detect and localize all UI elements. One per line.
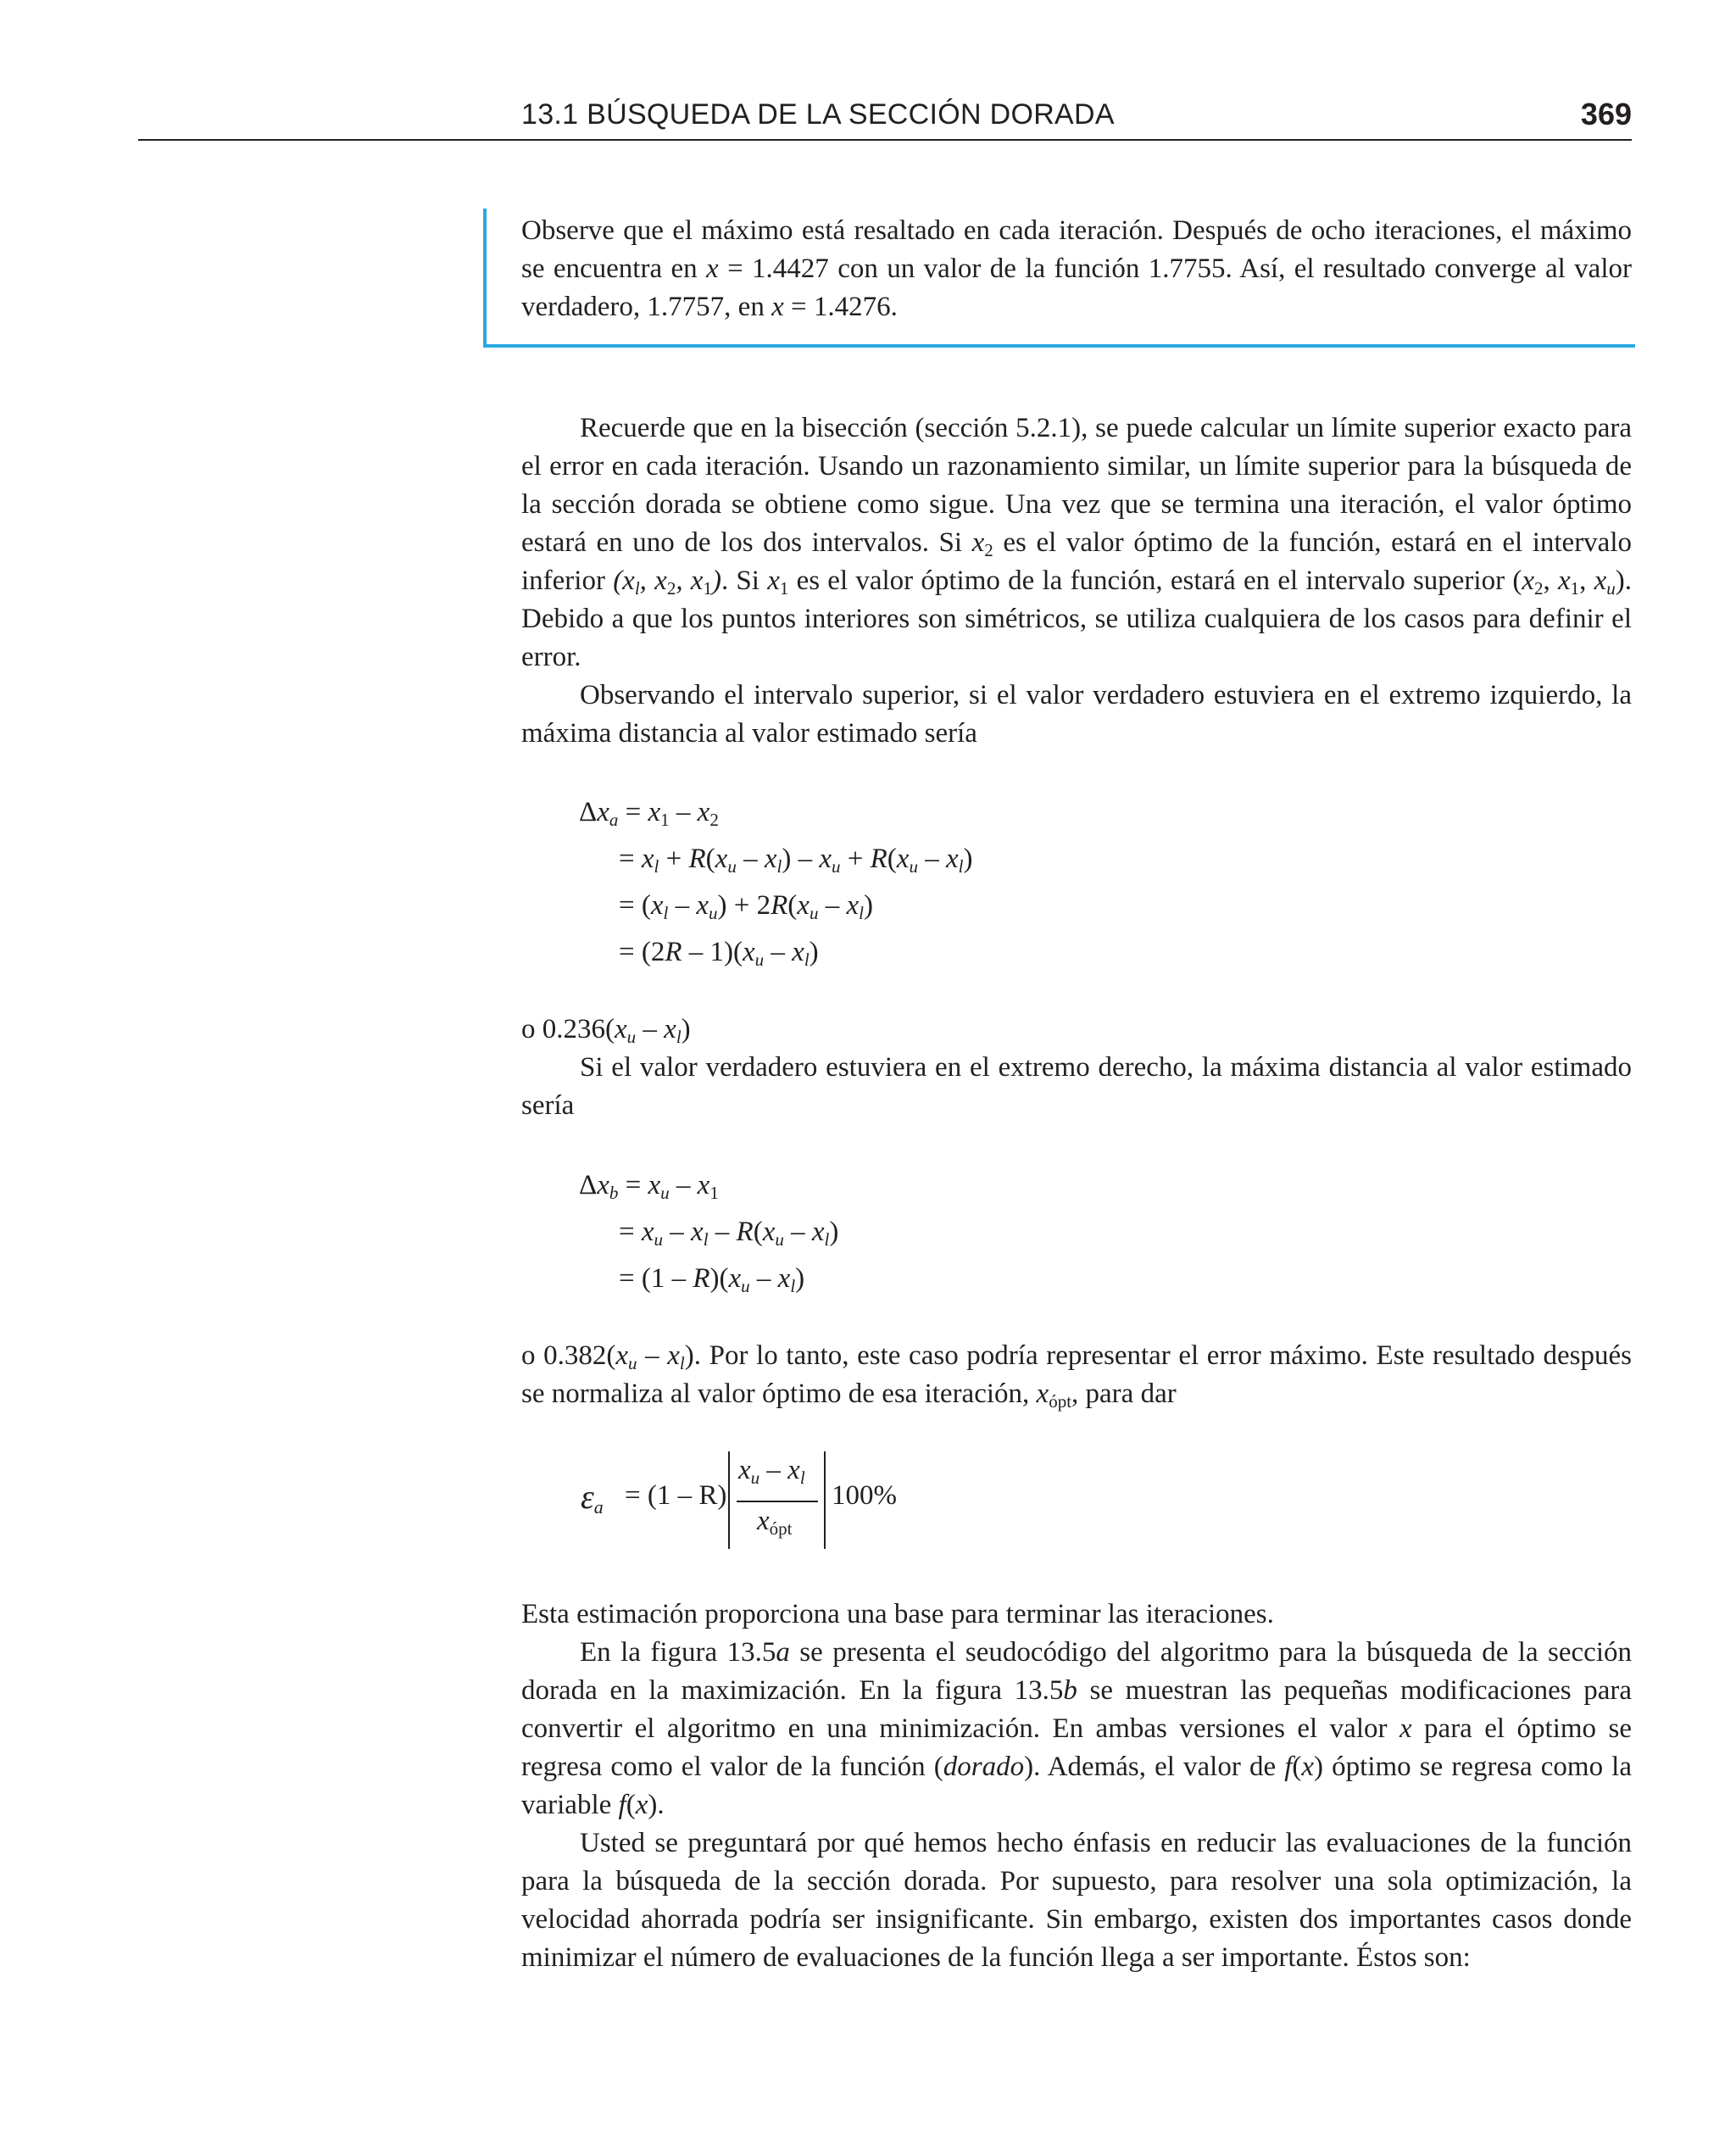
example-box — [483, 209, 1635, 348]
equation-delta-xa-4: = $(2R - 1)(x_u - x_l)$ — [619, 937, 819, 970]
equation-delta-xa-3: = $(x_l - x_u) + 2R(x_u - x_l)$ — [619, 890, 873, 923]
paragraph-right-end: o $0.236(x_u - x_l)$ Si el valor verdadero estuviera en el extremo derecho, la máxima distancia al valor estimado sería — [521, 1014, 1632, 1121]
paragraph-figure: En la figura 13.5a se presenta el seudocódigo del algoritmo para la búsqueda de la sección dorada en la maximización. En la figura 13.5b se muestran las pequeñas modificaciones para convertir el algoritmo en una minimización. En ambas versiones el valor x para el óptimo se regresa como el valor de la función (dorado). Además, el valor de f(x) óptimo se regresa como la variable f(x). — [521, 1637, 1632, 1820]
equation-delta-xb-2: = $x_u - x_l - R(x_u - x_l)$ — [619, 1217, 839, 1250]
equation-delta-xb-3: = $(1 - R)(x_u - x_l)$ — [619, 1263, 805, 1296]
paragraph-evaluations: Usted se preguntará por qué hemos hecho énfasis en reducir las evaluaciones de la función para la búsqueda de la sección dorada. Por supuesto, para resolver una sola optimización, la velocidad ahorrada podría ser insignificante. Sin embargo, existen dos importantes casos donde minimizar el número de evaluaciones de la función llega a ser importante. Éstos son: — [521, 1828, 1632, 1973]
equation-delta-xb-1: $\Delta x_b = x_u - x_1$ — [579, 1170, 719, 1203]
running-header — [138, 95, 1632, 141]
paragraph-bisection: Recuerde que en la bisección (sección 5.2.1), se puede calcular un límite superior exacto para el error en cada iteración. Usando un razonamiento similar, un límite superior para la búsqueda de la sección dorada se obtiene como sigue. Una vez que se termina una iteración, el valor óptimo estará en uno de los dos intervalos. Si $x_2$ es el valor óptimo de la función, estará en el intervalo inferior ($x_l$, $x_2$, $x_1$). Si $x_1$ es el valor óptimo de la función, estará en el intervalo superior ($x_2$, $x_1$, $x_u$). Debido a que los puntos interiores son simétricos, se utiliza cualquiera de los casos para definir el error. Observando el intervalo superior, si el valor verdadero estuviera en el extremo izquierdo, la máxima distancia al valor estimado sería — [521, 409, 1632, 753]
paragraph-estimation: Esta estimación proporciona una base para terminar las iteraciones. — [521, 1599, 1274, 1629]
paragraph-upper-interval: Observando el intervalo superior, si el valor verdadero estuviera en el extremo izquierdo, la máxima distancia al valor estimado sería — [521, 680, 1632, 749]
paragraph-closing — [521, 1596, 1632, 1977]
section-title: 13.1 BÚSQUEDA DE LA SECCIÓN DORADA — [521, 98, 1115, 131]
example-conclusion: Observe que el máximo está resaltado en cada iteración. Después de ocho iteraciones, el máximo se encuentra en x = 1.4427 con un valor de la función 1.7755. Así, el resultado converge al valor verdadero, 1.7757, en x = 1.4276. — [521, 215, 1632, 322]
page-number: 369 — [1580, 97, 1632, 131]
equation-delta-xa-2: = $x_l + R(x_u - x_l) - x_u + R(x_u - x_l)$ — [619, 844, 973, 877]
paragraph-normalize: o $0.382(x_u - x_l)$. Por lo tanto, este caso podría representar el error máximo. Este resultado después se normaliza al valor óptimo de esa iteración, $x_{ópt}$, para dar — [521, 1340, 1633, 1412]
equation-delta-xa-1: $\Delta x_a = x_1 - x_2$ — [579, 797, 719, 830]
